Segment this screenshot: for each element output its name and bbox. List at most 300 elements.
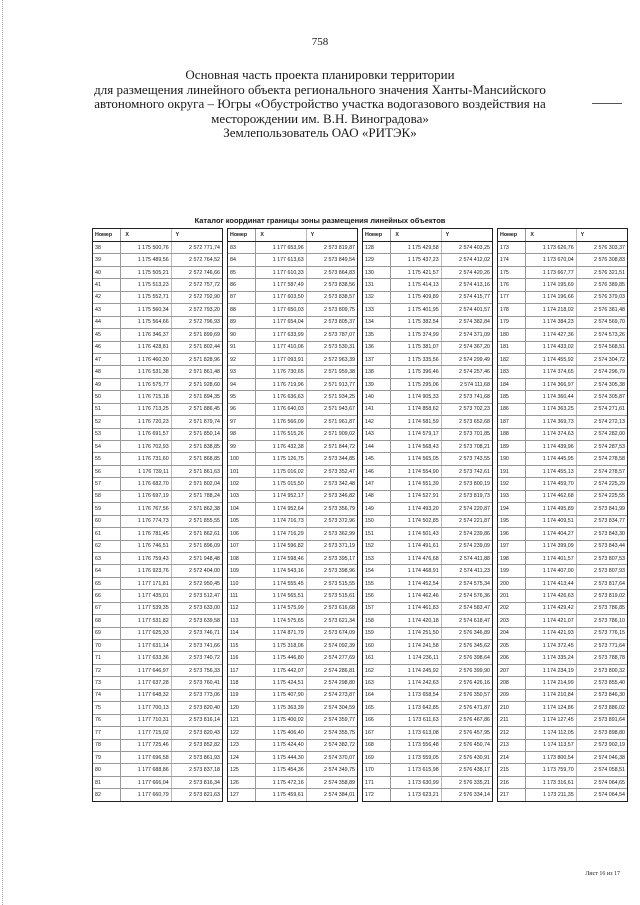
x-coordinate: 1 176 697,19 <box>121 491 171 502</box>
x-coordinate: 1 175 489,56 <box>121 254 171 265</box>
table-row <box>498 702 627 714</box>
point-number: 129 <box>363 254 391 265</box>
y-coordinate: 2 574 257,46 <box>459 369 490 376</box>
x-coordinate: 1 175 513,23 <box>121 279 171 290</box>
y-coordinate: 2 573 898,80 <box>594 729 625 736</box>
x-coordinate: 1 176 923,76 <box>121 565 171 576</box>
point-number: 59 <box>93 503 121 514</box>
table-row <box>93 727 222 739</box>
y-coordinate: 2 576 450,74 <box>459 742 490 749</box>
x-coordinate: 1 173 211,35 <box>526 789 576 800</box>
x-coordinate: 1 174 551,39 <box>391 478 441 489</box>
y-coordinate: 2 571 861,48 <box>189 369 220 376</box>
point-number: 125 <box>228 764 256 775</box>
point-number: 100 <box>228 453 256 464</box>
y-coordinate: 2 574 064,65 <box>594 779 625 786</box>
x-coordinate: 1 177 587,49 <box>256 279 306 290</box>
y-coordinate: 2 576 398,64 <box>459 655 490 662</box>
point-number: 191 <box>498 466 526 477</box>
x-coordinate: 1 174 501,43 <box>391 528 441 539</box>
point-number: 184 <box>498 379 526 390</box>
x-coordinate: 1 176 682,70 <box>121 478 171 489</box>
table-row <box>228 441 357 453</box>
table-row <box>363 553 492 565</box>
y-coordinate: 2 576 399,90 <box>459 667 490 674</box>
y-coordinate: 2 573 708,21 <box>459 443 490 450</box>
x-coordinate: 1 175 407,90 <box>256 690 306 701</box>
table-row <box>498 777 627 789</box>
table-row <box>363 304 492 316</box>
point-number: 159 <box>363 628 391 639</box>
y-coordinate: 2 573 746,71 <box>189 630 220 637</box>
catalog-title: Каталог координат границы зоны размещения линейных объектов <box>194 216 446 225</box>
point-number: 48 <box>93 366 121 377</box>
y-coordinate: 2 574 046,38 <box>594 754 625 761</box>
point-number: 80 <box>93 764 121 775</box>
point-number: 215 <box>498 764 526 775</box>
y-coordinate: 2 572 950,45 <box>189 580 220 587</box>
point-number: 170 <box>363 764 391 775</box>
x-coordinate: 1 173 615,98 <box>391 764 441 775</box>
point-number: 213 <box>498 740 526 751</box>
x-coordinate: 1 174 195,69 <box>526 279 576 290</box>
table-row <box>498 715 627 727</box>
x-coordinate: 1 177 666,04 <box>121 777 171 788</box>
point-number: 124 <box>228 752 256 763</box>
y-coordinate: 2 572 792,90 <box>189 294 220 301</box>
y-coordinate: 2 573 820,40 <box>189 704 220 711</box>
point-number: 111 <box>228 590 256 601</box>
point-number: 127 <box>228 789 256 800</box>
point-number: 148 <box>363 491 391 502</box>
table-row <box>363 366 492 378</box>
point-number: 54 <box>93 441 121 452</box>
table-row <box>93 565 222 577</box>
y-coordinate: 2 574 349,75 <box>324 767 355 774</box>
table-row <box>498 553 627 565</box>
y-coordinate: 2 574 618,47 <box>459 617 490 624</box>
y-coordinate: 2 573 352,47 <box>324 468 355 475</box>
point-number: 174 <box>498 254 526 265</box>
y-coordinate: 2 571 934,25 <box>324 393 355 400</box>
x-coordinate: 1 173 613,08 <box>391 727 441 738</box>
x-coordinate: 1 177 633,99 <box>256 329 306 340</box>
table-row <box>498 317 627 329</box>
point-number: 113 <box>228 615 256 626</box>
x-coordinate: 1 174 409,51 <box>526 516 576 527</box>
table-row <box>93 267 222 279</box>
y-coordinate: 2 574 299,49 <box>459 356 490 363</box>
y-coordinate: 2 574 058,51 <box>594 767 625 774</box>
point-number: 51 <box>93 404 121 415</box>
point-number: 89 <box>228 317 256 328</box>
y-coordinate: 2 573 864,83 <box>324 269 355 276</box>
table-row <box>228 702 357 714</box>
y-coordinate: 2 572 793,20 <box>189 306 220 313</box>
y-coordinate: 2 576 308,83 <box>594 257 625 264</box>
point-number: 52 <box>93 416 121 427</box>
y-coordinate: 2 574 413,16 <box>459 282 490 289</box>
y-coordinate: 2 576 471,87 <box>459 704 490 711</box>
y-coordinate: 2 571 828,96 <box>189 356 220 363</box>
x-coordinate: 1 175 401,95 <box>391 304 441 315</box>
table-row <box>498 478 627 490</box>
table-row <box>363 466 492 478</box>
coordinate-table <box>92 228 223 802</box>
table-row <box>93 764 222 776</box>
table-row <box>363 391 492 403</box>
x-coordinate: 1 173 670,04 <box>526 254 576 265</box>
point-number: 116 <box>228 652 256 663</box>
table-row <box>498 366 627 378</box>
x-coordinate: 1 175 424,51 <box>256 677 306 688</box>
x-coordinate: 1 174 427,36 <box>526 329 576 340</box>
table-row <box>363 541 492 553</box>
x-coordinate: 1 174 374,65 <box>526 366 576 377</box>
y-coordinate: 2 574 111,68 <box>459 381 490 388</box>
x-coordinate: 1 174 374,63 <box>526 429 576 440</box>
x-coordinate: 1 174 952,17 <box>256 491 306 502</box>
table-row <box>228 354 357 366</box>
table-row <box>498 603 627 615</box>
table-row <box>498 242 627 254</box>
table-row <box>228 528 357 540</box>
y-coordinate: 2 574 411,23 <box>459 568 490 575</box>
x-coordinate: 1 174 360,44 <box>526 391 576 402</box>
point-number: 212 <box>498 727 526 738</box>
point-number: 163 <box>363 677 391 688</box>
table-row <box>228 615 357 627</box>
x-coordinate: 1 174 369,73 <box>526 416 576 427</box>
table-row <box>93 453 222 465</box>
table-row <box>93 503 222 515</box>
y-coordinate: 2 573 838,57 <box>324 294 355 301</box>
table-row <box>228 516 357 528</box>
y-coordinate: 2 574 355,75 <box>324 729 355 736</box>
point-number: 94 <box>228 379 256 390</box>
x-coordinate: 1 174 242,63 <box>391 677 441 688</box>
point-number: 109 <box>228 565 256 576</box>
table-row <box>93 789 222 800</box>
y-coordinate: 2 576 334,14 <box>459 791 490 798</box>
heading-line: месторождении им. В.Н. Виноградова» <box>211 110 429 126</box>
table-row <box>363 329 492 341</box>
point-number: 107 <box>228 541 256 552</box>
table-row <box>498 677 627 689</box>
column-header-num: Номер <box>93 229 121 241</box>
point-number: 64 <box>93 565 121 576</box>
point-number: 180 <box>498 329 526 340</box>
point-number: 206 <box>498 652 526 663</box>
point-number: 178 <box>498 304 526 315</box>
point-number: 110 <box>228 578 256 589</box>
y-coordinate: 2 571 862,61 <box>189 530 220 537</box>
y-coordinate: 2 573 756,33 <box>189 667 220 674</box>
x-coordinate: 1 174 476,68 <box>391 553 441 564</box>
table-row <box>228 715 357 727</box>
point-number: 39 <box>93 254 121 265</box>
table-row <box>228 404 357 416</box>
point-number: 55 <box>93 453 121 464</box>
point-number: 121 <box>228 715 256 726</box>
x-coordinate: 1 175 564,66 <box>121 317 171 328</box>
point-number: 196 <box>498 528 526 539</box>
x-coordinate: 1 177 648,32 <box>121 690 171 701</box>
table-row <box>363 503 492 515</box>
decorative-line <box>592 103 622 104</box>
y-coordinate: 2 576 350,57 <box>459 692 490 699</box>
point-number: 156 <box>363 590 391 601</box>
x-coordinate: 1 173 626,76 <box>526 242 576 253</box>
point-number: 165 <box>363 702 391 713</box>
table-row <box>498 491 627 503</box>
point-number: 158 <box>363 615 391 626</box>
table-row <box>498 429 627 441</box>
point-number: 43 <box>93 304 121 315</box>
table-header-row <box>363 229 492 242</box>
table-row <box>228 429 357 441</box>
y-coordinate: 2 573 616,68 <box>324 605 355 612</box>
x-coordinate: 1 175 374,99 <box>391 329 441 340</box>
x-coordinate: 1 174 399,09 <box>526 541 576 552</box>
x-coordinate: 1 174 596,82 <box>256 541 306 552</box>
point-number: 135 <box>363 329 391 340</box>
point-number: 97 <box>228 416 256 427</box>
y-coordinate: 2 573 702,23 <box>459 406 490 413</box>
x-coordinate: 1 173 316,61 <box>526 777 576 788</box>
y-coordinate: 2 574 568,51 <box>594 344 625 351</box>
coordinate-table <box>362 228 493 802</box>
x-coordinate: 1 174 421,93 <box>526 628 576 639</box>
point-number: 42 <box>93 292 121 303</box>
x-coordinate: 1 177 531,82 <box>121 615 171 626</box>
x-coordinate: 1 175 421,57 <box>391 267 441 278</box>
y-coordinate: 2 571 850,14 <box>189 431 220 438</box>
table-row <box>363 242 492 254</box>
y-coordinate: 2 573 843,30 <box>594 530 625 537</box>
y-coordinate: 2 574 225,55 <box>594 493 625 500</box>
x-coordinate: 1 174 543,16 <box>256 565 306 576</box>
table-row <box>363 789 492 800</box>
y-coordinate: 2 571 802,04 <box>189 481 220 488</box>
point-number: 123 <box>228 740 256 751</box>
y-coordinate: 2 574 064,54 <box>594 791 625 798</box>
point-number: 128 <box>363 242 391 253</box>
y-coordinate: 2 576 321,51 <box>594 269 625 276</box>
table-row <box>363 777 492 789</box>
x-coordinate: 1 176 730,65 <box>256 366 306 377</box>
x-coordinate: 1 174 401,57 <box>526 553 576 564</box>
x-coordinate: 1 174 245,92 <box>391 665 441 676</box>
x-coordinate: 1 174 598,46 <box>256 553 306 564</box>
point-number: 172 <box>363 789 391 800</box>
table-row <box>363 715 492 727</box>
point-number: 136 <box>363 342 391 353</box>
point-number: 47 <box>93 354 121 365</box>
point-number: 131 <box>363 279 391 290</box>
y-coordinate: 2 573 344,85 <box>324 456 355 463</box>
x-coordinate: 1 174 581,59 <box>391 416 441 427</box>
x-coordinate: 1 175 015,50 <box>256 478 306 489</box>
point-number: 45 <box>93 329 121 340</box>
y-coordinate: 2 573 886,02 <box>594 704 625 711</box>
point-number: 93 <box>228 366 256 377</box>
y-coordinate: 2 571 886,45 <box>189 406 220 413</box>
y-coordinate: 2 571 838,85 <box>189 443 220 450</box>
y-coordinate: 2 574 239,86 <box>459 530 490 537</box>
table-header-row <box>93 229 222 242</box>
point-number: 115 <box>228 640 256 651</box>
point-number: 145 <box>363 453 391 464</box>
table-row <box>498 391 627 403</box>
point-number: 76 <box>93 715 121 726</box>
x-coordinate: 1 175 560,34 <box>121 304 171 315</box>
y-coordinate: 2 574 304,72 <box>594 356 625 363</box>
left-margin-line <box>2 0 3 905</box>
y-coordinate: 2 573 800,19 <box>459 481 490 488</box>
point-number: 96 <box>228 404 256 415</box>
table-row <box>93 690 222 702</box>
y-coordinate: 2 573 788,78 <box>594 655 625 662</box>
column-header-y: Y <box>310 232 315 238</box>
point-number: 160 <box>363 640 391 651</box>
point-number: 185 <box>498 391 526 402</box>
coordinate-tables <box>92 228 628 802</box>
point-number: 177 <box>498 292 526 303</box>
document-heading <box>60 68 580 141</box>
x-coordinate: 1 174 565,51 <box>256 590 306 601</box>
x-coordinate: 1 174 426,63 <box>526 590 576 601</box>
point-number: 169 <box>363 752 391 763</box>
y-coordinate: 2 574 273,87 <box>324 692 355 699</box>
x-coordinate: 1 173 623,21 <box>391 789 441 800</box>
x-coordinate: 1 173 800,54 <box>526 752 576 763</box>
page-number: 758 <box>311 36 329 48</box>
y-coordinate: 2 574 415,77 <box>459 294 490 301</box>
x-coordinate: 1 176 640,03 <box>256 404 306 415</box>
point-number: 38 <box>93 242 121 253</box>
x-coordinate: 1 174 384,23 <box>526 317 576 328</box>
y-coordinate: 2 573 861,93 <box>189 754 220 761</box>
point-number: 153 <box>363 553 391 564</box>
table-row <box>498 640 627 652</box>
table-row <box>498 528 627 540</box>
point-number: 81 <box>93 777 121 788</box>
y-coordinate: 2 573 816,34 <box>189 779 220 786</box>
y-coordinate: 2 573 852,82 <box>189 742 220 749</box>
point-number: 103 <box>228 491 256 502</box>
x-coordinate: 1 176 515,26 <box>256 429 306 440</box>
point-number: 117 <box>228 665 256 676</box>
point-number: 142 <box>363 416 391 427</box>
table-row <box>363 690 492 702</box>
point-number: 58 <box>93 491 121 502</box>
point-number: 68 <box>93 615 121 626</box>
y-coordinate: 2 573 834,77 <box>594 518 625 525</box>
y-coordinate: 2 573 838,56 <box>324 282 355 289</box>
x-coordinate: 1 175 409,89 <box>391 292 441 303</box>
point-number: 154 <box>363 565 391 576</box>
point-number: 92 <box>228 354 256 365</box>
x-coordinate: 1 174 363,25 <box>526 404 576 415</box>
x-coordinate: 1 174 575,99 <box>256 603 306 614</box>
x-coordinate: 1 176 739,11 <box>121 466 171 477</box>
table-row <box>228 478 357 490</box>
point-number: 199 <box>498 565 526 576</box>
point-number: 84 <box>228 254 256 265</box>
point-number: 49 <box>93 379 121 390</box>
y-coordinate: 2 574 305,38 <box>594 381 625 388</box>
point-number: 175 <box>498 267 526 278</box>
x-coordinate: 1 176 731,60 <box>121 453 171 464</box>
table-row <box>363 491 492 503</box>
table-row <box>363 677 492 689</box>
table-row <box>363 565 492 577</box>
x-coordinate: 1 177 613,63 <box>256 254 306 265</box>
y-coordinate: 2 571 844,72 <box>324 443 355 450</box>
table-row <box>228 727 357 739</box>
point-number: 106 <box>228 528 256 539</box>
x-coordinate: 1 174 575,65 <box>256 615 306 626</box>
y-coordinate: 2 576 346,89 <box>459 630 490 637</box>
table-row <box>93 391 222 403</box>
x-coordinate: 1 175 459,61 <box>256 789 306 800</box>
point-number: 57 <box>93 478 121 489</box>
point-number: 217 <box>498 789 526 800</box>
point-number: 102 <box>228 478 256 489</box>
x-coordinate: 1 175 318,06 <box>256 640 306 651</box>
table-row <box>363 478 492 490</box>
point-number: 90 <box>228 329 256 340</box>
y-coordinate: 2 571 868,85 <box>189 456 220 463</box>
y-coordinate: 2 576 345,62 <box>459 642 490 649</box>
x-coordinate: 1 176 428,81 <box>121 342 171 353</box>
x-coordinate: 1 176 346,37 <box>121 329 171 340</box>
y-coordinate: 2 573 819,87 <box>324 244 355 251</box>
x-coordinate: 1 177 646,97 <box>121 665 171 676</box>
point-number: 137 <box>363 354 391 365</box>
table-row <box>228 590 357 602</box>
table-row <box>498 590 627 602</box>
table-row <box>93 342 222 354</box>
point-number: 143 <box>363 429 391 440</box>
heading-line: для размещения линейного объекта регионального значения Ханты-Мансийского <box>94 81 546 97</box>
point-number: 98 <box>228 429 256 440</box>
y-coordinate: 2 574 384,01 <box>324 791 355 798</box>
table-row <box>228 764 357 776</box>
point-number: 40 <box>93 267 121 278</box>
point-number: 152 <box>363 541 391 552</box>
point-number: 161 <box>363 652 391 663</box>
x-coordinate: 1 173 556,48 <box>391 740 441 751</box>
y-coordinate: 2 574 575,34 <box>459 580 490 587</box>
point-number: 168 <box>363 740 391 751</box>
y-coordinate: 2 572 404,00 <box>189 568 220 575</box>
y-coordinate: 2 574 371,09 <box>459 331 490 338</box>
point-number: 65 <box>93 578 121 589</box>
y-coordinate: 2 573 786,10 <box>594 617 625 624</box>
x-coordinate: 1 175 500,76 <box>121 242 171 253</box>
x-coordinate: 1 175 406,40 <box>256 727 306 738</box>
x-coordinate: 1 177 539,35 <box>121 603 171 614</box>
table-row <box>93 416 222 428</box>
y-coordinate: 2 573 743,55 <box>459 456 490 463</box>
point-number: 44 <box>93 317 121 328</box>
table-row <box>498 541 627 553</box>
point-number: 105 <box>228 516 256 527</box>
y-coordinate: 2 573 530,31 <box>324 344 355 351</box>
point-number: 171 <box>363 777 391 788</box>
